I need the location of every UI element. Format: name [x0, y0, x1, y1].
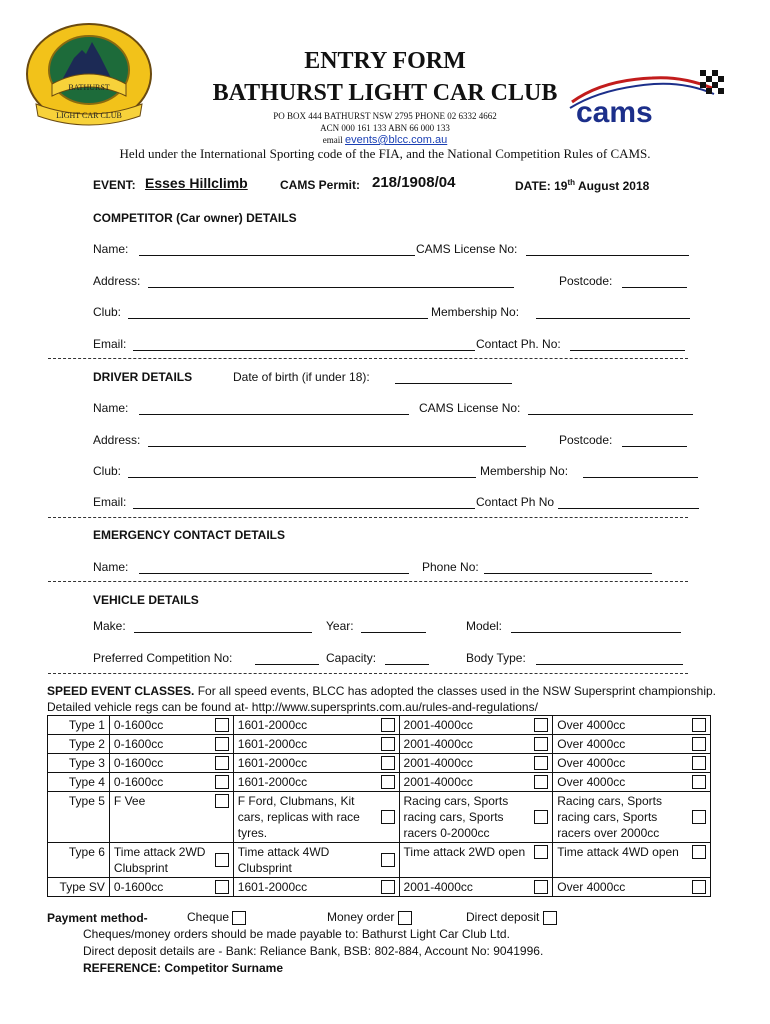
class-option	[553, 773, 711, 792]
class-option	[233, 754, 399, 773]
date-sup: th	[567, 178, 576, 187]
class-checkbox[interactable]	[381, 718, 395, 732]
logo-text-bottom: LIGHT CAR CLUB	[56, 111, 122, 120]
class-option-wrap	[404, 736, 549, 752]
class-option-wrap	[404, 717, 549, 733]
class-checkbox[interactable]	[381, 775, 395, 789]
vehicle-year-label: Year:	[326, 619, 354, 633]
class-option-wrap	[557, 844, 706, 860]
driver-email-label: Email:	[93, 495, 127, 509]
class-checkbox[interactable]	[381, 880, 395, 894]
class-option-wrap	[114, 879, 229, 895]
class-option-wrap	[114, 793, 229, 809]
class-option-wrap	[557, 879, 706, 895]
payment-direct[interactable]	[466, 910, 557, 925]
class-option-label: F Ford, Clubmans, Kit cars, replicas with race tyres.	[237, 794, 360, 840]
driver-postcode-field[interactable]	[622, 434, 687, 447]
class-checkbox[interactable]	[692, 880, 706, 894]
class-option	[233, 878, 399, 897]
class-checkbox[interactable]	[381, 756, 395, 770]
divider	[48, 581, 688, 582]
class-option-label: 1601-2000cc	[237, 775, 308, 789]
class-checkbox[interactable]	[692, 718, 706, 732]
competitor-email-field[interactable]	[133, 338, 475, 351]
vehicle-preferred-label: Preferred Competition No:	[93, 651, 233, 665]
class-option-label: 2001-4000cc	[403, 737, 473, 751]
email-link[interactable]: events@blcc.com.au	[344, 134, 448, 146]
class-option-wrap	[238, 755, 395, 771]
class-checkbox[interactable]	[215, 756, 229, 770]
class-option-label: 2001-4000cc	[403, 880, 473, 894]
class-type: Type 5	[48, 792, 110, 843]
permit-label: CAMS Permit:	[280, 178, 361, 192]
driver-dob-label: Date of birth (if under 18):	[233, 370, 370, 384]
class-option-label: F Vee	[113, 794, 146, 808]
class-row	[48, 754, 711, 773]
competitor-address-label: Address:	[93, 274, 141, 288]
vehicle-make-label: Make:	[93, 619, 126, 633]
competitor-name-label: Name:	[93, 242, 129, 256]
class-option-label: 1601-2000cc	[237, 737, 308, 751]
cams-logo-text: cams	[576, 96, 653, 129]
class-checkbox[interactable]	[381, 737, 395, 751]
date-rest: August 2018	[577, 179, 650, 193]
driver-club-label: Club:	[93, 464, 122, 478]
vehicle-capacity-field[interactable]	[385, 652, 429, 665]
class-option-label: 2001-4000cc	[403, 775, 473, 789]
email-label: email	[322, 135, 343, 145]
class-option	[553, 792, 711, 843]
class-option	[233, 735, 399, 754]
divider	[48, 358, 688, 359]
class-option-wrap	[557, 793, 706, 841]
payment-cheque-label: Cheque	[187, 910, 230, 924]
vehicle-make-field[interactable]	[134, 620, 312, 633]
vehicle-heading: VEHICLE DETAILS	[93, 593, 199, 607]
payment-money-order-checkbox[interactable]	[398, 911, 412, 925]
class-option	[109, 878, 233, 897]
class-checkbox[interactable]	[215, 880, 229, 894]
club-title: BATHURST LIGHT CAR CLUB	[212, 80, 558, 106]
class-option-wrap	[557, 736, 706, 752]
competitor-address-field[interactable]	[148, 275, 514, 288]
class-option	[553, 735, 711, 754]
driver-membership-field[interactable]	[583, 465, 698, 478]
class-option-wrap	[238, 793, 395, 841]
class-checkbox[interactable]	[692, 756, 706, 770]
class-row	[48, 792, 711, 843]
class-option	[109, 716, 233, 735]
speed-classes-regs: Detailed vehicle regs can be found at- http://www.supersprints.com.au/rules-and-regulations/	[47, 700, 538, 714]
emergency-phone-field[interactable]	[484, 561, 652, 574]
class-option	[109, 773, 233, 792]
class-checkbox[interactable]	[534, 880, 548, 894]
class-type: Type 2	[48, 735, 110, 754]
payment-direct-label: Direct deposit	[466, 910, 540, 924]
vehicle-capacity-label: Capacity:	[326, 651, 377, 665]
competitor-club-field[interactable]	[128, 306, 428, 319]
class-option-wrap	[404, 774, 549, 790]
class-option-label: Racing cars, Sports racing cars, Sports racers over 2000cc	[557, 794, 662, 840]
driver-address-label: Address:	[93, 433, 141, 447]
driver-dob-field[interactable]	[395, 371, 512, 384]
class-row	[48, 716, 711, 735]
class-option	[399, 878, 553, 897]
address-line: PO BOX 444 BATHURST NSW 2795 PHONE 02 6332 4662	[273, 111, 497, 121]
class-option	[399, 716, 553, 735]
class-option-wrap	[114, 736, 229, 752]
class-option-wrap	[238, 844, 395, 876]
payment-cheque-note: Cheques/money orders should be made payable to: Bathurst Light Car Club Ltd.	[83, 927, 510, 941]
class-option	[109, 754, 233, 773]
competitor-name-field[interactable]	[139, 243, 415, 256]
class-type: Type 1	[48, 716, 110, 735]
class-option-wrap	[238, 717, 395, 733]
speed-classes-table	[47, 715, 711, 897]
class-option-label: 0-1600cc	[113, 756, 164, 770]
competitor-membership-field[interactable]	[536, 306, 690, 319]
driver-address-field[interactable]	[148, 434, 526, 447]
class-checkbox[interactable]	[215, 853, 229, 867]
event-label: EVENT:	[93, 178, 136, 192]
driver-contact-field[interactable]	[558, 496, 699, 509]
class-checkbox[interactable]	[692, 845, 706, 859]
held-under: Held under the International Sporting code of the FIA, and the National Competition Rules of CAMS.	[119, 146, 651, 161]
vehicle-year-field[interactable]	[361, 620, 426, 633]
class-option-label: 0-1600cc	[113, 775, 164, 789]
driver-postcode-label: Postcode:	[559, 433, 613, 447]
class-option-wrap	[114, 844, 229, 876]
driver-heading: DRIVER DETAILS	[93, 370, 193, 384]
class-option-wrap	[114, 717, 229, 733]
class-checkbox[interactable]	[692, 737, 706, 751]
class-option	[399, 754, 553, 773]
class-option	[233, 792, 399, 843]
class-checkbox[interactable]	[692, 810, 706, 824]
class-option	[399, 773, 553, 792]
form-title: ENTRY FORM	[304, 48, 466, 74]
class-option	[553, 716, 711, 735]
class-option-wrap	[238, 736, 395, 752]
class-checkbox[interactable]	[215, 737, 229, 751]
class-checkbox[interactable]	[534, 775, 548, 789]
logo-text-top: BATHURST	[68, 83, 110, 92]
driver-contact-label: Contact Ph No	[476, 495, 555, 509]
class-option-label: Time attack 4WD Clubsprint	[237, 845, 330, 875]
driver-license-field[interactable]	[528, 402, 693, 415]
divider	[48, 517, 688, 518]
class-option	[233, 843, 399, 878]
emergency-phone-label: Phone No:	[422, 560, 479, 574]
competitor-license-field[interactable]	[526, 243, 689, 256]
date-day: 19	[554, 179, 568, 193]
date-label: DATE:	[515, 179, 551, 193]
speed-classes-heading: SPEED EVENT CLASSES.	[47, 684, 195, 698]
driver-club-field[interactable]	[128, 465, 476, 478]
class-option-label: Over 4000cc	[557, 718, 626, 732]
class-option-label: 2001-4000cc	[403, 718, 473, 732]
date	[515, 178, 649, 193]
class-option-label: 0-1600cc	[113, 880, 164, 894]
class-type: Type 4	[48, 773, 110, 792]
speed-classes-text: For all speed events, BLCC has adopted the classes used in the NSW Supersprint championship.	[194, 684, 716, 698]
class-option-label: 1601-2000cc	[237, 756, 308, 770]
payment-money-order-label: Money order	[327, 910, 395, 924]
competitor-postcode-label: Postcode:	[559, 274, 613, 288]
payment-direct-checkbox[interactable]	[543, 911, 557, 925]
class-checkbox[interactable]	[692, 775, 706, 789]
class-type: Type 6	[48, 843, 110, 878]
class-row	[48, 773, 711, 792]
emergency-name-label: Name:	[93, 560, 129, 574]
class-option-label: Over 4000cc	[557, 756, 626, 770]
divider	[48, 673, 688, 674]
acn-line: ACN 000 161 133 ABN 66 000 133	[320, 123, 450, 133]
class-option-label: Racing cars, Sports racing cars, Sports racers 0-2000cc	[403, 794, 509, 840]
class-option	[109, 792, 233, 843]
class-option-label: 2001-4000cc	[403, 756, 473, 770]
class-option-label: 0-1600cc	[113, 718, 164, 732]
speed-classes-intro	[47, 684, 716, 698]
class-type: Type 3	[48, 754, 110, 773]
class-option-wrap	[238, 774, 395, 790]
competitor-membership-label: Membership No:	[431, 305, 520, 319]
class-option-label: Time attack 2WD open	[403, 845, 526, 859]
competitor-contact-label: Contact Ph. No:	[476, 337, 561, 351]
payment-reference: REFERENCE: Competitor Surname	[83, 961, 284, 975]
class-checkbox[interactable]	[381, 810, 395, 824]
class-option	[399, 735, 553, 754]
email-line	[0, 134, 770, 146]
class-checkbox[interactable]	[381, 853, 395, 867]
class-option	[109, 735, 233, 754]
class-option	[399, 843, 553, 878]
payment-label: Payment method-	[47, 911, 148, 925]
vehicle-model-label: Model:	[466, 619, 503, 633]
class-option-label: Over 4000cc	[557, 880, 626, 894]
class-option-wrap	[404, 755, 549, 771]
event-value: Esses Hillclimb	[145, 175, 248, 191]
vehicle-body-label: Body Type:	[466, 651, 526, 665]
class-option	[399, 792, 553, 843]
emergency-name-field[interactable]	[139, 561, 409, 574]
driver-name-field[interactable]	[139, 402, 409, 415]
class-option-wrap	[557, 717, 706, 733]
class-option	[233, 773, 399, 792]
competitor-email-label: Email:	[93, 337, 127, 351]
class-option-wrap	[404, 793, 549, 841]
class-checkbox[interactable]	[534, 718, 548, 732]
class-row	[48, 843, 711, 878]
class-option-label: Time attack 2WD Clubsprint	[113, 845, 206, 875]
payment-deposit-note: Direct deposit details are - Bank: Reliance Bank, BSB: 802-884, Account No: 9041996.	[83, 944, 544, 958]
class-row	[48, 878, 711, 897]
payment-cheque-checkbox[interactable]	[232, 911, 246, 925]
payment-cheque[interactable]	[187, 910, 246, 925]
class-option-wrap	[557, 774, 706, 790]
driver-name-label: Name:	[93, 401, 129, 415]
vehicle-model-field[interactable]	[511, 620, 681, 633]
emergency-heading: EMERGENCY CONTACT DETAILS	[93, 528, 286, 542]
competitor-contact-field[interactable]	[570, 338, 685, 351]
class-option-wrap	[557, 755, 706, 771]
class-option-wrap	[404, 879, 549, 895]
class-checkbox[interactable]	[215, 718, 229, 732]
class-option-label: 1601-2000cc	[237, 880, 308, 894]
class-option-label: 1601-2000cc	[237, 718, 308, 732]
competitor-heading: COMPETITOR (Car owner) DETAILS	[93, 211, 297, 225]
class-option-label: 0-1600cc	[113, 737, 164, 751]
payment-money-order[interactable]	[327, 910, 412, 925]
competitor-license-label: CAMS License No:	[416, 242, 518, 256]
class-option	[553, 754, 711, 773]
class-option	[553, 843, 711, 878]
class-option-wrap	[114, 774, 229, 790]
class-option-wrap	[404, 844, 549, 860]
driver-license-label: CAMS License No:	[419, 401, 521, 415]
class-checkbox[interactable]	[534, 845, 548, 859]
class-option-label: Over 4000cc	[557, 775, 626, 789]
class-type: Type SV	[48, 878, 110, 897]
class-checkbox[interactable]	[215, 794, 229, 808]
competitor-club-label: Club:	[93, 305, 122, 319]
vehicle-preferred-field[interactable]	[255, 652, 319, 665]
driver-membership-label: Membership No:	[480, 464, 569, 478]
class-checkbox[interactable]	[534, 737, 548, 751]
vehicle-body-field[interactable]	[536, 652, 683, 665]
class-option	[109, 843, 233, 878]
class-option-label: Time attack 4WD open	[557, 845, 679, 859]
permit-value: 218/1908/04	[372, 174, 456, 191]
competitor-postcode-field[interactable]	[622, 275, 687, 288]
class-checkbox[interactable]	[534, 756, 548, 770]
class-option-label: Over 4000cc	[557, 737, 626, 751]
class-row	[48, 735, 711, 754]
class-option	[553, 878, 711, 897]
class-option	[233, 716, 399, 735]
driver-email-field[interactable]	[133, 496, 475, 509]
class-option-wrap	[114, 755, 229, 771]
class-option-wrap	[238, 879, 395, 895]
class-checkbox[interactable]	[534, 810, 548, 824]
class-checkbox[interactable]	[215, 775, 229, 789]
